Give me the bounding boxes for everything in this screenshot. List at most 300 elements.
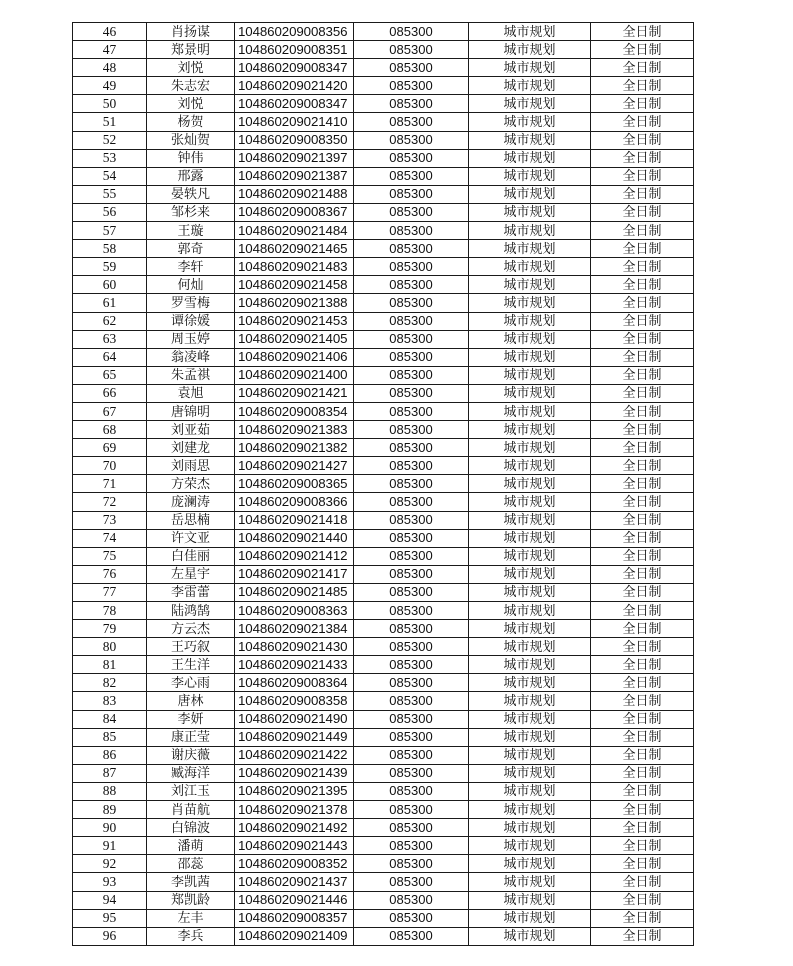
row-number-cell: 76 — [73, 565, 147, 583]
row-number-cell: 74 — [73, 529, 147, 547]
major-name-cell: 城市规划 — [469, 149, 591, 167]
student-name-cell: 刘悦 — [147, 95, 235, 113]
row-number-cell: 81 — [73, 656, 147, 674]
study-mode-cell: 全日制 — [591, 421, 694, 439]
study-mode-cell: 全日制 — [591, 873, 694, 891]
study-mode-cell: 全日制 — [591, 602, 694, 620]
student-name-cell: 邢露 — [147, 167, 235, 185]
major-code-cell: 085300 — [354, 95, 469, 113]
student-name-cell: 罗雪梅 — [147, 294, 235, 312]
study-mode-cell: 全日制 — [591, 185, 694, 203]
candidate-id-cell: 104860209021427 — [235, 457, 354, 475]
table-row — [73, 312, 694, 330]
student-name-cell: 李心雨 — [147, 674, 235, 692]
table-row — [73, 294, 694, 312]
major-code-cell: 085300 — [354, 402, 469, 420]
student-name-cell: 刘雨思 — [147, 457, 235, 475]
row-number-cell: 90 — [73, 819, 147, 837]
student-name-cell: 陆鸿鹄 — [147, 602, 235, 620]
candidate-id-cell: 104860209021405 — [235, 330, 354, 348]
candidate-id-cell: 104860209021382 — [235, 439, 354, 457]
student-name-cell: 张灿贺 — [147, 131, 235, 149]
major-code-cell: 085300 — [354, 583, 469, 601]
major-name-cell: 城市规划 — [469, 764, 591, 782]
major-code-cell: 085300 — [354, 909, 469, 927]
row-number-cell: 57 — [73, 222, 147, 240]
row-number-cell: 53 — [73, 149, 147, 167]
study-mode-cell: 全日制 — [591, 674, 694, 692]
student-name-cell: 臧海洋 — [147, 764, 235, 782]
major-name-cell: 城市规划 — [469, 674, 591, 692]
row-number-cell: 89 — [73, 801, 147, 819]
row-number-cell: 96 — [73, 927, 147, 945]
table-row — [73, 23, 694, 41]
candidate-id-cell: 104860209021383 — [235, 421, 354, 439]
table-row — [73, 891, 694, 909]
row-number-cell: 46 — [73, 23, 147, 41]
candidate-id-cell: 104860209021400 — [235, 366, 354, 384]
candidate-id-cell: 104860209021384 — [235, 620, 354, 638]
major-code-cell: 085300 — [354, 602, 469, 620]
major-code-cell: 085300 — [354, 149, 469, 167]
study-mode-cell: 全日制 — [591, 529, 694, 547]
major-name-cell: 城市规划 — [469, 167, 591, 185]
major-name-cell: 城市规划 — [469, 439, 591, 457]
table-row — [73, 565, 694, 583]
student-name-cell: 王生洋 — [147, 656, 235, 674]
major-code-cell: 085300 — [354, 656, 469, 674]
candidate-id-cell: 104860209021453 — [235, 312, 354, 330]
major-code-cell: 085300 — [354, 203, 469, 221]
candidate-id-cell: 104860209008354 — [235, 402, 354, 420]
row-number-cell: 72 — [73, 493, 147, 511]
candidate-id-cell: 104860209021395 — [235, 782, 354, 800]
student-name-cell: 唐林 — [147, 692, 235, 710]
candidate-id-cell: 104860209021440 — [235, 529, 354, 547]
major-name-cell: 城市规划 — [469, 457, 591, 475]
table-row — [73, 402, 694, 420]
table-row — [73, 746, 694, 764]
major-name-cell: 城市规划 — [469, 131, 591, 149]
major-code-cell: 085300 — [354, 421, 469, 439]
student-name-cell: 左星宇 — [147, 565, 235, 583]
student-name-cell: 刘悦 — [147, 59, 235, 77]
major-name-cell: 城市规划 — [469, 384, 591, 402]
major-name-cell: 城市规划 — [469, 873, 591, 891]
major-name-cell: 城市规划 — [469, 927, 591, 945]
table-row — [73, 131, 694, 149]
study-mode-cell: 全日制 — [591, 23, 694, 41]
row-number-cell: 69 — [73, 439, 147, 457]
study-mode-cell: 全日制 — [591, 927, 694, 945]
major-code-cell: 085300 — [354, 620, 469, 638]
study-mode-cell: 全日制 — [591, 511, 694, 529]
study-mode-cell: 全日制 — [591, 909, 694, 927]
study-mode-cell: 全日制 — [591, 240, 694, 258]
student-name-cell: 康正莹 — [147, 728, 235, 746]
major-name-cell: 城市规划 — [469, 294, 591, 312]
major-code-cell: 085300 — [354, 565, 469, 583]
row-number-cell: 83 — [73, 692, 147, 710]
row-number-cell: 82 — [73, 674, 147, 692]
table-row — [73, 185, 694, 203]
row-number-cell: 51 — [73, 113, 147, 131]
row-number-cell: 95 — [73, 909, 147, 927]
student-name-cell: 白佳丽 — [147, 547, 235, 565]
table-row — [73, 728, 694, 746]
row-number-cell: 68 — [73, 421, 147, 439]
candidate-id-cell: 104860209021412 — [235, 547, 354, 565]
study-mode-cell: 全日制 — [591, 77, 694, 95]
study-mode-cell: 全日制 — [591, 294, 694, 312]
major-name-cell: 城市规划 — [469, 583, 591, 601]
major-name-cell: 城市规划 — [469, 203, 591, 221]
candidate-id-cell: 104860209008365 — [235, 475, 354, 493]
major-code-cell: 085300 — [354, 366, 469, 384]
major-name-cell: 城市规划 — [469, 276, 591, 294]
candidate-id-cell: 104860209021387 — [235, 167, 354, 185]
table-row — [73, 764, 694, 782]
table-row — [73, 837, 694, 855]
major-code-cell: 085300 — [354, 674, 469, 692]
major-code-cell: 085300 — [354, 529, 469, 547]
row-number-cell: 77 — [73, 583, 147, 601]
major-name-cell: 城市规划 — [469, 41, 591, 59]
student-name-cell: 方荣杰 — [147, 475, 235, 493]
student-name-cell: 钟伟 — [147, 149, 235, 167]
row-number-cell: 52 — [73, 131, 147, 149]
candidate-id-cell: 104860209021418 — [235, 511, 354, 529]
major-name-cell: 城市规划 — [469, 222, 591, 240]
row-number-cell: 93 — [73, 873, 147, 891]
row-number-cell: 54 — [73, 167, 147, 185]
study-mode-cell: 全日制 — [591, 457, 694, 475]
student-name-cell: 王巧叙 — [147, 638, 235, 656]
candidate-id-cell: 104860209021378 — [235, 801, 354, 819]
table-row — [73, 77, 694, 95]
major-name-cell: 城市规划 — [469, 402, 591, 420]
study-mode-cell: 全日制 — [591, 764, 694, 782]
candidate-id-cell: 104860209008366 — [235, 493, 354, 511]
row-number-cell: 75 — [73, 547, 147, 565]
student-name-cell: 刘江玉 — [147, 782, 235, 800]
study-mode-cell: 全日制 — [591, 891, 694, 909]
row-number-cell: 86 — [73, 746, 147, 764]
major-code-cell: 085300 — [354, 873, 469, 891]
row-number-cell: 92 — [73, 855, 147, 873]
major-code-cell: 085300 — [354, 113, 469, 131]
table-row — [73, 167, 694, 185]
major-name-cell: 城市规划 — [469, 493, 591, 511]
candidate-id-cell: 104860209008352 — [235, 855, 354, 873]
major-name-cell: 城市规划 — [469, 746, 591, 764]
student-name-cell: 郭奇 — [147, 240, 235, 258]
major-name-cell: 城市规划 — [469, 475, 591, 493]
row-number-cell: 49 — [73, 77, 147, 95]
candidate-id-cell: 104860209021490 — [235, 710, 354, 728]
major-name-cell: 城市规划 — [469, 692, 591, 710]
student-name-cell: 岳思楠 — [147, 511, 235, 529]
table-row — [73, 59, 694, 77]
student-name-cell: 李雷蕾 — [147, 583, 235, 601]
major-code-cell: 085300 — [354, 439, 469, 457]
student-name-cell: 李兵 — [147, 927, 235, 945]
table-row — [73, 927, 694, 945]
major-code-cell: 085300 — [354, 746, 469, 764]
major-name-cell: 城市规划 — [469, 77, 591, 95]
major-code-cell: 085300 — [354, 222, 469, 240]
study-mode-cell: 全日制 — [591, 638, 694, 656]
table-row — [73, 113, 694, 131]
candidate-id-cell: 104860209021484 — [235, 222, 354, 240]
row-number-cell: 85 — [73, 728, 147, 746]
candidate-id-cell: 104860209008347 — [235, 59, 354, 77]
student-name-cell: 邹杉来 — [147, 203, 235, 221]
study-mode-cell: 全日制 — [591, 710, 694, 728]
table-row — [73, 276, 694, 294]
major-code-cell: 085300 — [354, 891, 469, 909]
row-number-cell: 48 — [73, 59, 147, 77]
study-mode-cell: 全日制 — [591, 837, 694, 855]
major-code-cell: 085300 — [354, 23, 469, 41]
major-name-cell: 城市规划 — [469, 511, 591, 529]
row-number-cell: 79 — [73, 620, 147, 638]
table-row — [73, 222, 694, 240]
major-code-cell: 085300 — [354, 638, 469, 656]
student-name-cell: 刘建龙 — [147, 439, 235, 457]
study-mode-cell: 全日制 — [591, 348, 694, 366]
major-name-cell: 城市规划 — [469, 95, 591, 113]
table-row — [73, 258, 694, 276]
student-name-cell: 潘萌 — [147, 837, 235, 855]
row-number-cell: 73 — [73, 511, 147, 529]
student-name-cell: 李轩 — [147, 258, 235, 276]
roster-body — [73, 23, 694, 946]
roster-table — [72, 22, 694, 946]
study-mode-cell: 全日制 — [591, 801, 694, 819]
major-name-cell: 城市规划 — [469, 59, 591, 77]
row-number-cell: 60 — [73, 276, 147, 294]
student-name-cell: 杨贺 — [147, 113, 235, 131]
student-name-cell: 李妍 — [147, 710, 235, 728]
major-name-cell: 城市规划 — [469, 240, 591, 258]
student-name-cell: 翁凌峰 — [147, 348, 235, 366]
major-code-cell: 085300 — [354, 294, 469, 312]
candidate-id-cell: 104860209008351 — [235, 41, 354, 59]
table-row — [73, 873, 694, 891]
major-code-cell: 085300 — [354, 511, 469, 529]
study-mode-cell: 全日制 — [591, 95, 694, 113]
major-code-cell: 085300 — [354, 185, 469, 203]
study-mode-cell: 全日制 — [591, 330, 694, 348]
table-row — [73, 203, 694, 221]
candidate-id-cell: 104860209021409 — [235, 927, 354, 945]
student-name-cell: 唐锦明 — [147, 402, 235, 420]
row-number-cell: 94 — [73, 891, 147, 909]
study-mode-cell: 全日制 — [591, 167, 694, 185]
major-name-cell: 城市规划 — [469, 348, 591, 366]
candidate-id-cell: 104860209021465 — [235, 240, 354, 258]
candidate-id-cell: 104860209008350 — [235, 131, 354, 149]
major-code-cell: 085300 — [354, 348, 469, 366]
table-row — [73, 674, 694, 692]
student-name-cell: 谢庆薇 — [147, 746, 235, 764]
table-row — [73, 439, 694, 457]
candidate-id-cell: 104860209021439 — [235, 764, 354, 782]
major-name-cell: 城市规划 — [469, 891, 591, 909]
major-code-cell: 085300 — [354, 41, 469, 59]
row-number-cell: 71 — [73, 475, 147, 493]
major-name-cell: 城市规划 — [469, 710, 591, 728]
candidate-id-cell: 104860209021417 — [235, 565, 354, 583]
candidate-id-cell: 104860209008357 — [235, 909, 354, 927]
major-code-cell: 085300 — [354, 710, 469, 728]
candidate-id-cell: 104860209008356 — [235, 23, 354, 41]
study-mode-cell: 全日制 — [591, 819, 694, 837]
row-number-cell: 84 — [73, 710, 147, 728]
candidate-id-cell: 104860209021410 — [235, 113, 354, 131]
row-number-cell: 67 — [73, 402, 147, 420]
major-name-cell: 城市规划 — [469, 366, 591, 384]
major-name-cell: 城市规划 — [469, 421, 591, 439]
candidate-id-cell: 104860209021449 — [235, 728, 354, 746]
table-row — [73, 801, 694, 819]
candidate-id-cell: 104860209021437 — [235, 873, 354, 891]
major-code-cell: 085300 — [354, 240, 469, 258]
row-number-cell: 78 — [73, 602, 147, 620]
major-code-cell: 085300 — [354, 77, 469, 95]
major-code-cell: 085300 — [354, 312, 469, 330]
row-number-cell: 66 — [73, 384, 147, 402]
table-row — [73, 330, 694, 348]
table-row — [73, 602, 694, 620]
row-number-cell: 58 — [73, 240, 147, 258]
candidate-id-cell: 104860209008363 — [235, 602, 354, 620]
study-mode-cell: 全日制 — [591, 493, 694, 511]
student-name-cell: 朱孟祺 — [147, 366, 235, 384]
major-code-cell: 085300 — [354, 927, 469, 945]
study-mode-cell: 全日制 — [591, 692, 694, 710]
study-mode-cell: 全日制 — [591, 782, 694, 800]
candidate-id-cell: 104860209021488 — [235, 185, 354, 203]
major-code-cell: 085300 — [354, 167, 469, 185]
study-mode-cell: 全日制 — [591, 222, 694, 240]
row-number-cell: 62 — [73, 312, 147, 330]
student-name-cell: 庞澜涛 — [147, 493, 235, 511]
candidate-id-cell: 104860209021420 — [235, 77, 354, 95]
major-code-cell: 085300 — [354, 801, 469, 819]
student-name-cell: 左丰 — [147, 909, 235, 927]
major-name-cell: 城市规划 — [469, 258, 591, 276]
major-code-cell: 085300 — [354, 59, 469, 77]
table-row — [73, 620, 694, 638]
major-name-cell: 城市规划 — [469, 837, 591, 855]
row-number-cell: 91 — [73, 837, 147, 855]
table-row — [73, 692, 694, 710]
study-mode-cell: 全日制 — [591, 113, 694, 131]
student-name-cell: 肖苗航 — [147, 801, 235, 819]
table-row — [73, 656, 694, 674]
study-mode-cell: 全日制 — [591, 746, 694, 764]
candidate-id-cell: 104860209021406 — [235, 348, 354, 366]
candidate-id-cell: 104860209021422 — [235, 746, 354, 764]
table-row — [73, 855, 694, 873]
major-name-cell: 城市规划 — [469, 113, 591, 131]
row-number-cell: 70 — [73, 457, 147, 475]
table-row — [73, 95, 694, 113]
major-code-cell: 085300 — [354, 855, 469, 873]
candidate-id-cell: 104860209021433 — [235, 656, 354, 674]
student-name-cell: 袁旭 — [147, 384, 235, 402]
major-code-cell: 085300 — [354, 457, 469, 475]
table-row — [73, 384, 694, 402]
study-mode-cell: 全日制 — [591, 366, 694, 384]
major-name-cell: 城市规划 — [469, 855, 591, 873]
student-name-cell: 王璇 — [147, 222, 235, 240]
study-mode-cell: 全日制 — [591, 475, 694, 493]
table-row — [73, 529, 694, 547]
major-name-cell: 城市规划 — [469, 330, 591, 348]
student-name-cell: 许文亚 — [147, 529, 235, 547]
major-name-cell: 城市规划 — [469, 819, 591, 837]
major-name-cell: 城市规划 — [469, 312, 591, 330]
major-code-cell: 085300 — [354, 692, 469, 710]
candidate-id-cell: 104860209021397 — [235, 149, 354, 167]
table-row — [73, 149, 694, 167]
student-name-cell: 邵蕊 — [147, 855, 235, 873]
study-mode-cell: 全日制 — [591, 41, 694, 59]
table-row — [73, 41, 694, 59]
row-number-cell: 55 — [73, 185, 147, 203]
major-code-cell: 085300 — [354, 384, 469, 402]
major-name-cell: 城市规划 — [469, 728, 591, 746]
student-name-cell: 郑凯龄 — [147, 891, 235, 909]
table-row — [73, 240, 694, 258]
candidate-id-cell: 104860209021485 — [235, 583, 354, 601]
row-number-cell: 59 — [73, 258, 147, 276]
major-code-cell: 085300 — [354, 330, 469, 348]
major-name-cell: 城市规划 — [469, 23, 591, 41]
study-mode-cell: 全日制 — [591, 583, 694, 601]
major-name-cell: 城市规划 — [469, 185, 591, 203]
row-number-cell: 50 — [73, 95, 147, 113]
candidate-id-cell: 104860209008358 — [235, 692, 354, 710]
major-name-cell: 城市规划 — [469, 656, 591, 674]
table-row — [73, 547, 694, 565]
table-row — [73, 819, 694, 837]
candidate-id-cell: 104860209021458 — [235, 276, 354, 294]
major-code-cell: 085300 — [354, 131, 469, 149]
row-number-cell: 56 — [73, 203, 147, 221]
table-row — [73, 710, 694, 728]
major-name-cell: 城市规划 — [469, 909, 591, 927]
student-name-cell: 李凯茜 — [147, 873, 235, 891]
candidate-id-cell: 104860209021430 — [235, 638, 354, 656]
major-code-cell: 085300 — [354, 764, 469, 782]
table-row — [73, 366, 694, 384]
table-row — [73, 638, 694, 656]
row-number-cell: 47 — [73, 41, 147, 59]
student-name-cell: 肖扬谋 — [147, 23, 235, 41]
study-mode-cell: 全日制 — [591, 59, 694, 77]
candidate-id-cell: 104860209021492 — [235, 819, 354, 837]
table-row — [73, 475, 694, 493]
major-code-cell: 085300 — [354, 728, 469, 746]
major-code-cell: 085300 — [354, 547, 469, 565]
table-row — [73, 421, 694, 439]
study-mode-cell: 全日制 — [591, 855, 694, 873]
major-name-cell: 城市规划 — [469, 529, 591, 547]
